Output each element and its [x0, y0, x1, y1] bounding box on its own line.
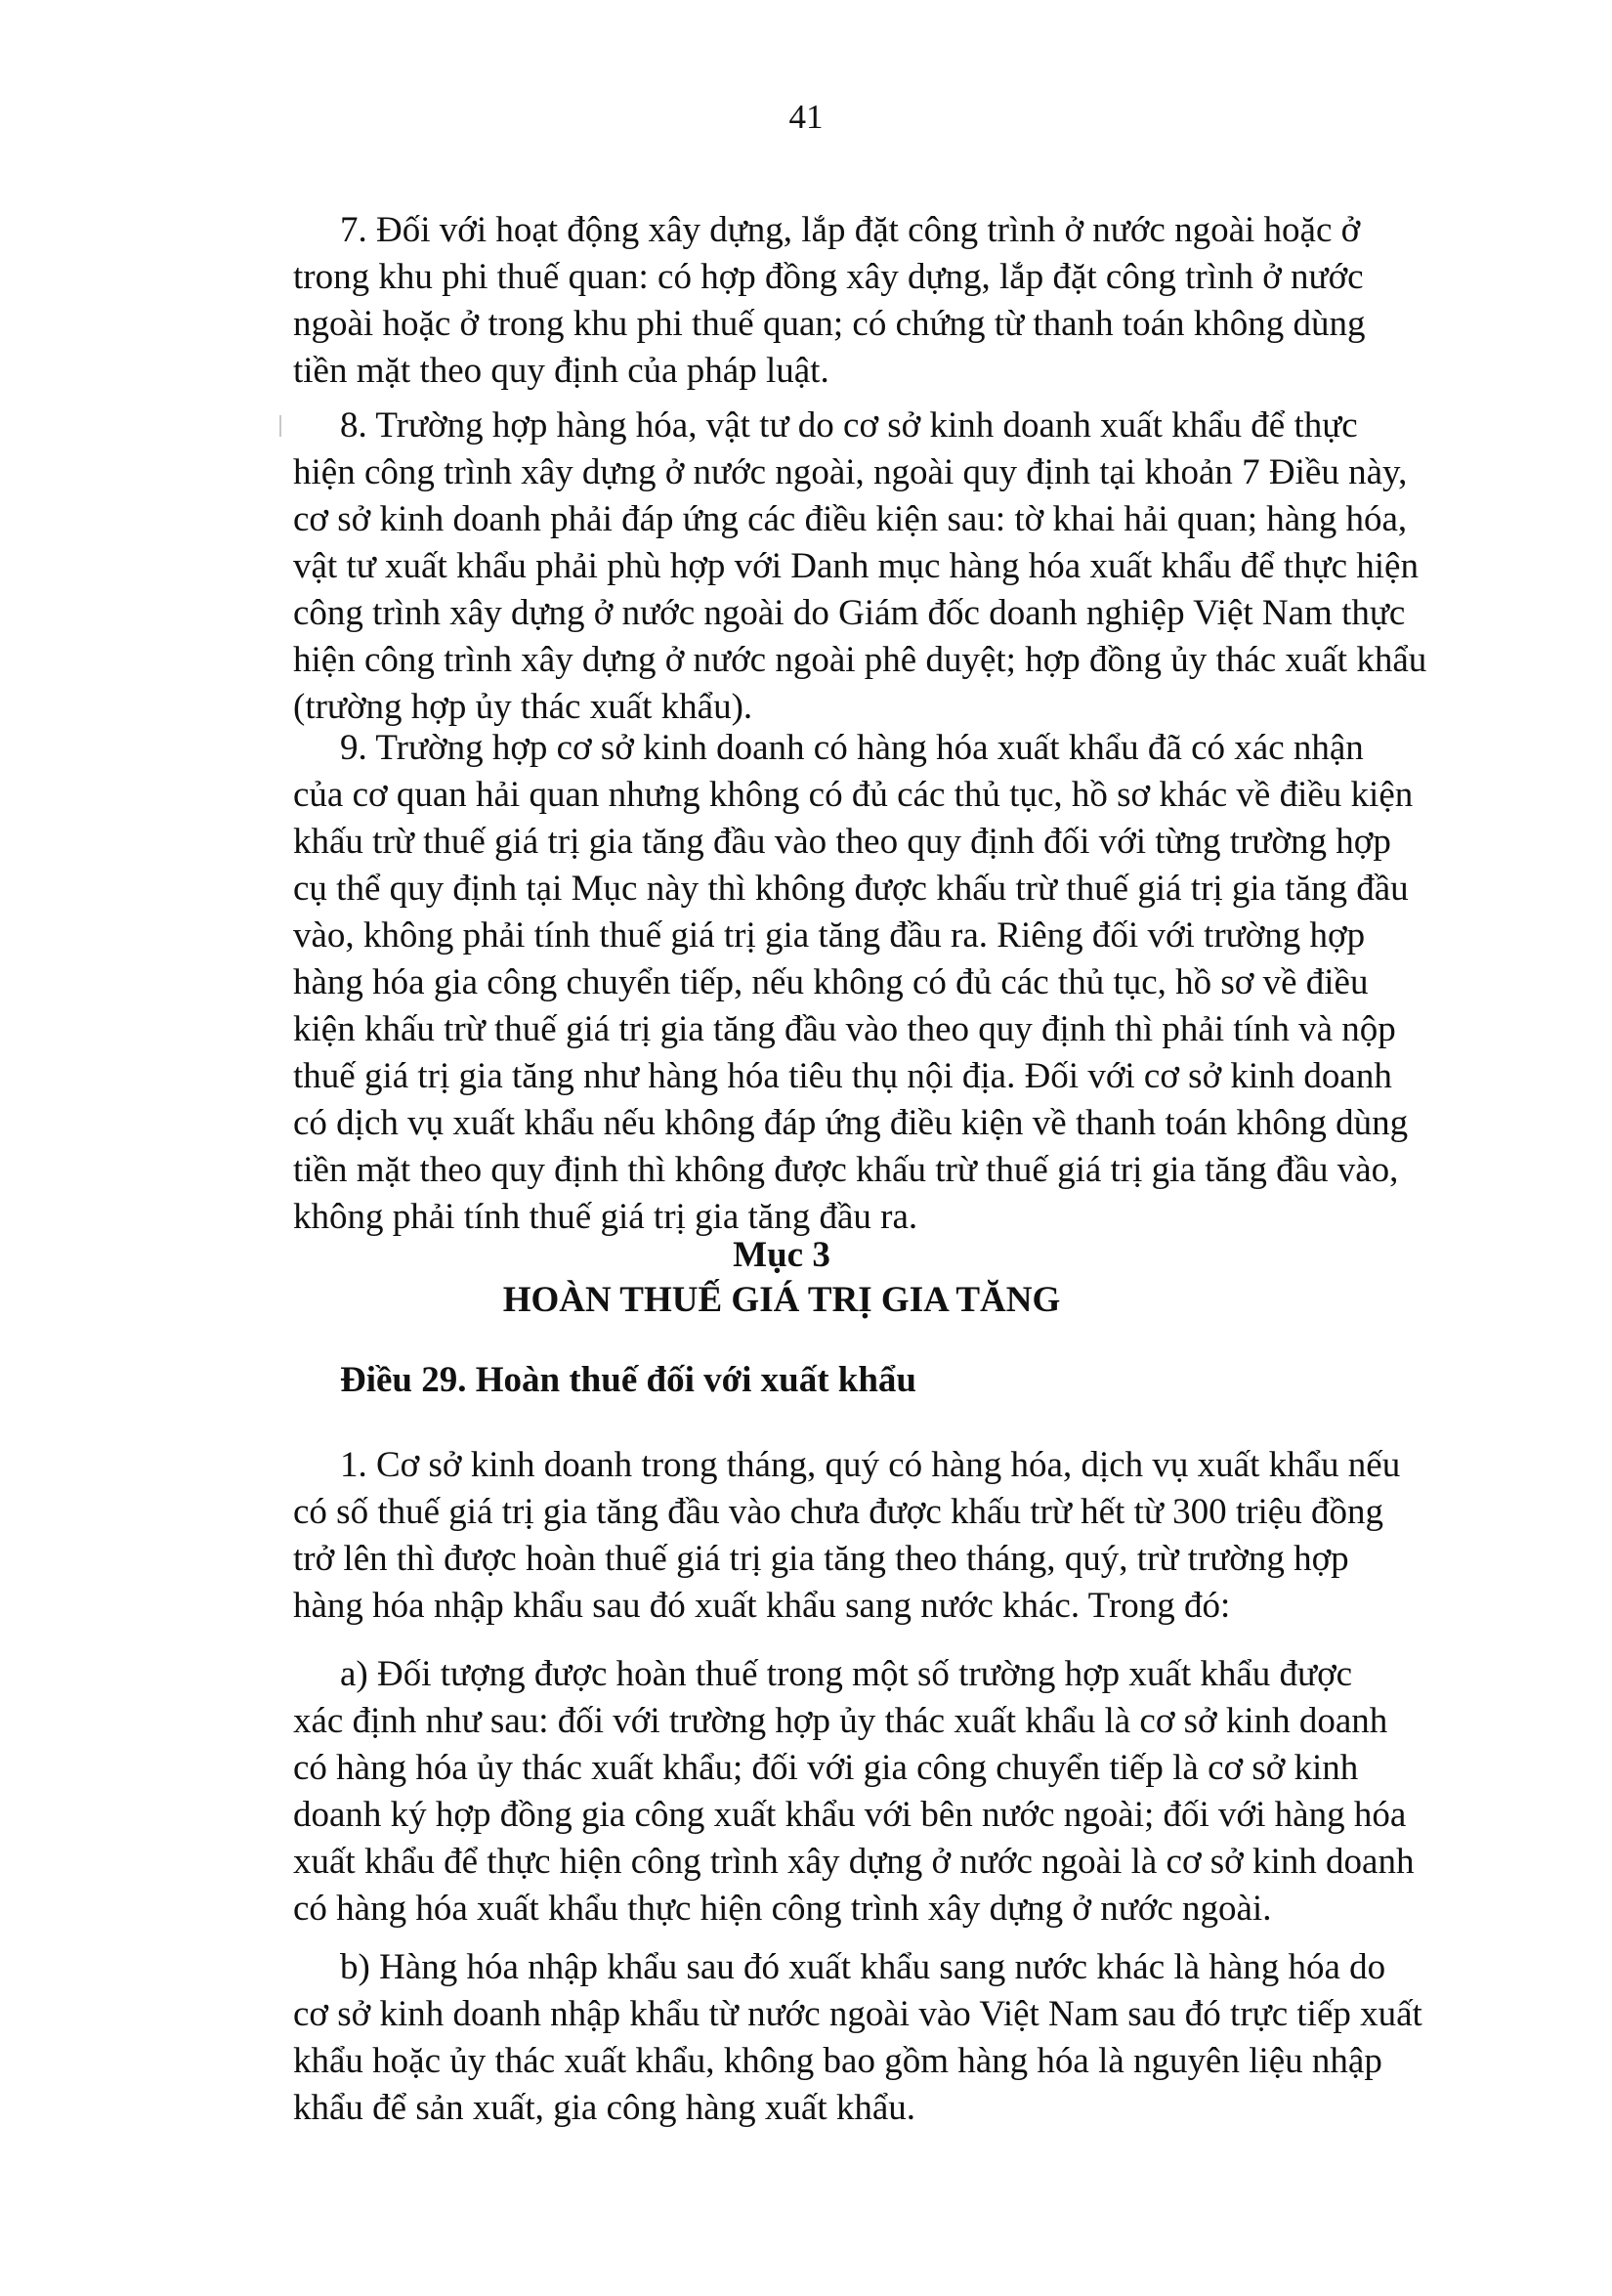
- section-label: Mục 3: [733, 1235, 830, 1275]
- paragraph-line: hiện công trình xây dựng ở nước ngoài, ngoài quy định tại khoản 7 Điều này,: [293, 452, 1408, 492]
- paragraph-line: trở lên thì được hoàn thuế giá trị gia tăng theo tháng, quý, trừ trường hợp: [293, 1539, 1349, 1579]
- paragraph-line: b) Hàng hóa nhập khẩu sau đó xuất khẩu sang nước khác là hàng hóa do: [340, 1947, 1386, 1987]
- paragraph-9: [293, 725, 1414, 1241]
- paragraph-line: tiền mặt theo quy định của pháp luật.: [293, 351, 829, 391]
- paragraph-line: có số thuế giá trị gia tăng đầu vào chưa được khấu trừ hết từ 300 triệu đồng: [293, 1492, 1383, 1532]
- section-title: HOÀN THUẾ GIÁ TRỊ GIA TĂNG: [502, 1280, 1061, 1320]
- paragraph-line: khẩu hoặc ủy thác xuất khẩu, không bao gồm hàng hóa là nguyên liệu nhập: [293, 2041, 1382, 2081]
- paragraph-line: không phải tính thuế giá trị gia tăng đầu ra.: [293, 1197, 918, 1237]
- paragraph-line: công trình xây dựng ở nước ngoài do Giám đốc doanh nghiệp Việt Nam thực: [293, 593, 1406, 633]
- paragraph-line: xác định như sau: đối với trường hợp ủy thác xuất khẩu là cơ sở kinh doanh: [293, 1701, 1388, 1741]
- paragraph-line: vào, không phải tính thuế giá trị gia tăng đầu ra. Riêng đối với trường hợp: [293, 915, 1366, 956]
- paragraph-line: cụ thể quy định tại Mục này thì không được khấu trừ thuế giá trị gia tăng đầu: [293, 869, 1409, 909]
- paragraph-line: có hàng hóa xuất khẩu thực hiện công trình xây dựng ở nước ngoài.: [293, 1889, 1272, 1929]
- paragraph-line: xuất khẩu để thực hiện công trình xây dựng ở nước ngoài là cơ sở kinh doanh: [293, 1842, 1415, 1882]
- paragraph-line: khấu trừ thuế giá trị gia tăng đầu vào theo quy định đối với từng trường hợp: [293, 822, 1391, 862]
- paragraph-line: vật tư xuất khẩu phải phù hợp với Danh mục hàng hóa xuất khẩu để thực hiện: [293, 546, 1419, 586]
- clause-1: [293, 1442, 1401, 1630]
- paragraph-line: doanh ký hợp đồng gia công xuất khẩu với bên nước ngoài; đối với hàng hóa: [293, 1795, 1407, 1835]
- paragraph-line: cơ sở kinh doanh nhập khẩu từ nước ngoài vào Việt Nam sau đó trực tiếp xuất: [293, 1994, 1422, 2034]
- paragraph-line: 8. Trường hợp hàng hóa, vật tư do cơ sở kinh doanh xuất khẩu để thực: [340, 405, 1358, 446]
- paragraph-line: hàng hóa nhập khẩu sau đó xuất khẩu sang nước khác. Trong đó:: [293, 1586, 1231, 1626]
- point-a: [293, 1651, 1415, 1933]
- page-number: 41: [788, 98, 824, 136]
- article-title: Điều 29. Hoàn thuế đối với xuất khẩu: [340, 1360, 917, 1400]
- paragraph-line: có hàng hóa ủy thác xuất khẩu; đối với gia công chuyển tiếp là cơ sở kinh: [293, 1748, 1359, 1788]
- paragraph-line: hàng hóa gia công chuyển tiếp, nếu không có đủ các thủ tục, hồ sơ về điều: [293, 962, 1369, 1002]
- paragraph-8: [293, 403, 1427, 731]
- paragraph-line: ngoài hoặc ở trong khu phi thuế quan; có chứng từ thanh toán không dùng: [293, 304, 1366, 344]
- paragraph-line: của cơ quan hải quan nhưng không có đủ các thủ tục, hồ sơ khác về điều kiện: [293, 775, 1414, 815]
- paragraph-line: cơ sở kinh doanh phải đáp ứng các điều kiện sau: tờ khai hải quan; hàng hóa,: [293, 499, 1408, 539]
- paragraph-line: a) Đối tượng được hoàn thuế trong một số trường hợp xuất khẩu được: [340, 1654, 1353, 1694]
- paragraph-line: kiện khấu trừ thuế giá trị gia tăng đầu vào theo quy định thì phải tính và nộp: [293, 1009, 1396, 1049]
- paragraph-line: 7. Đối với hoạt động xây dựng, lắp đặt công trình ở nước ngoài hoặc ở: [340, 210, 1361, 250]
- paragraph-line: tiền mặt theo quy định thì không được khấu trừ thuế giá trị gia tăng đầu vào,: [293, 1150, 1399, 1190]
- paragraph-line: trong khu phi thuế quan: có hợp đồng xây dựng, lắp đặt công trình ở nước: [293, 257, 1364, 297]
- paragraph-line: hiện công trình xây dựng ở nước ngoài phê duyệt; hợp đồng ủy thác xuất khẩu: [293, 640, 1427, 680]
- paragraph-line: 9. Trường hợp cơ sở kinh doanh có hàng hóa xuất khẩu đã có xác nhận: [340, 728, 1364, 768]
- paragraph-line: (trường hợp ủy thác xuất khẩu).: [293, 687, 753, 727]
- paragraph-7: [293, 207, 1366, 395]
- paragraph-line: thuế giá trị gia tăng như hàng hóa tiêu thụ nội địa. Đối với cơ sở kinh doanh: [293, 1056, 1392, 1096]
- paragraph-line: 1. Cơ sở kinh doanh trong tháng, quý có hàng hóa, dịch vụ xuất khẩu nếu: [340, 1445, 1401, 1485]
- scan-artifact: [279, 415, 281, 437]
- paragraph-line: khẩu để sản xuất, gia công hàng xuất khẩu.: [293, 2088, 916, 2128]
- point-b: [293, 1944, 1422, 2132]
- paragraph-line: có dịch vụ xuất khẩu nếu không đáp ứng điều kiện về thanh toán không dùng: [293, 1103, 1409, 1143]
